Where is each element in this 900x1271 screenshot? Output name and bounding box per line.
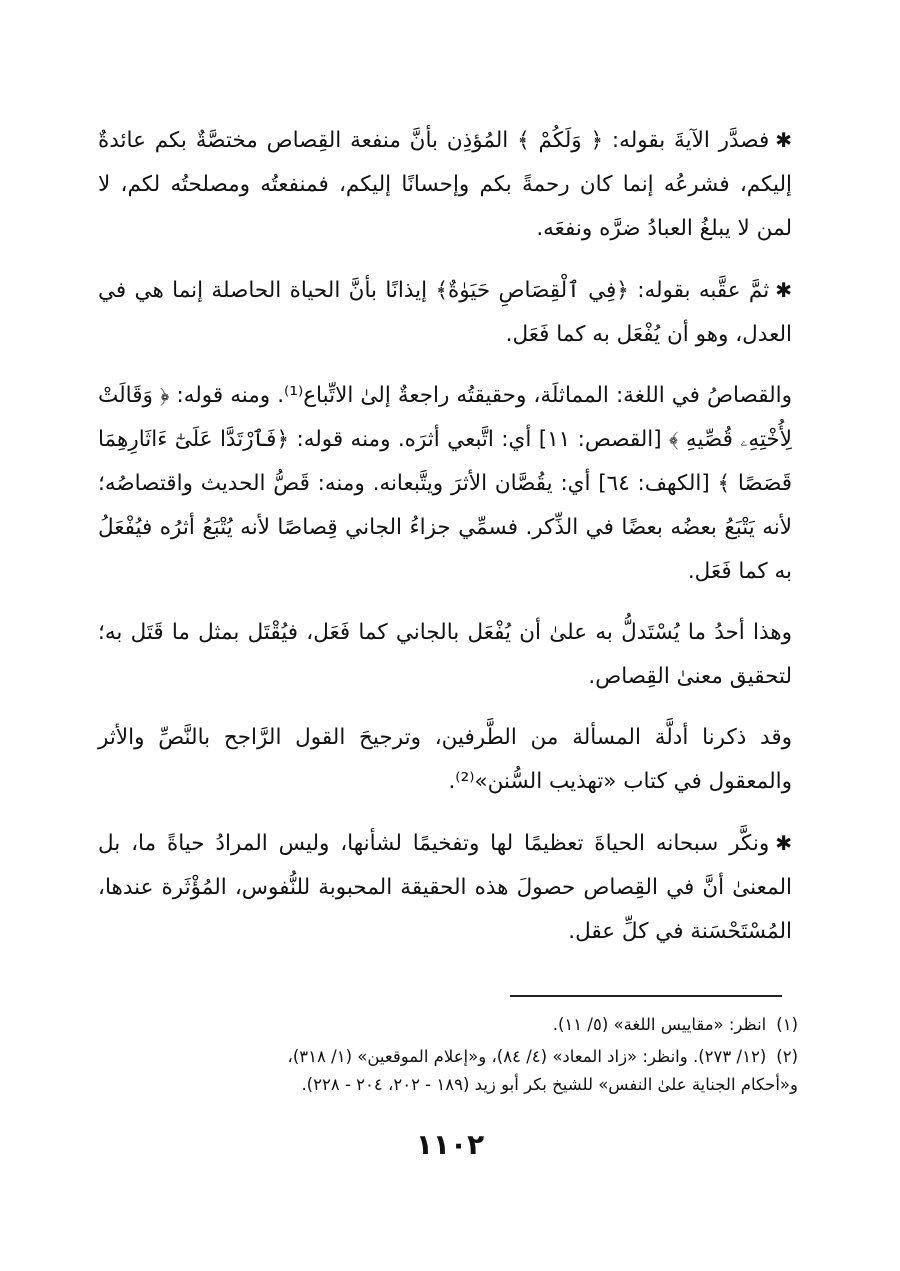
paragraph-text: ثمَّ عقَّبه بقوله: ﴿فِي ٱلْقِصَاصِ حَيَوٰةٌ﴾ إيذانًا بأنَّ الحياة الحاصلة إنما هي في العدل، وهو أن يُفْعَل به كما فَعَل.: [98, 278, 792, 347]
footnote-2: [98, 1043, 798, 1099]
page-number: ١١٠٢: [415, 1128, 485, 1161]
paragraph-3: [98, 374, 792, 594]
footnotes: [98, 1011, 798, 1103]
star-bullet-icon: ✱: [775, 128, 792, 152]
footnote-1: [98, 1011, 798, 1039]
footnote-text: (١٢/ ٢٧٣). وانظر: «زاد المعاد» (٤/ ٨٤)، و«إعلام الموقعين» (١/ ٣١٨)،: [287, 1047, 767, 1066]
footnote-number: (٢): [776, 1047, 798, 1066]
paragraph-text: والقصاصُ في اللغة: المماثلَة، وحقيقتُه راجعةٌ إلىٰ الاتِّباع⁽¹⁾. ومنه قوله: ﴿ وَقَالَتْ لِأُخْتِهِۦ قُصِّيهِ ﴾ [القصص: ١١] أي: اتَّبعي أثرَه. ومنه قوله: ﴿فَٱرْتَدَّا عَلَىٰٓ ءَاثَارِهِمَا قَصَصًا ﴾ [الكهف: ٦٤] أي: يقُصَّان الأثرَ ويتَّبعانه. ومنه: قَصُّ الحديث واقتصاصُه؛ لأنه يَتْبَعُ بعضُه بعضًا في الذِّكر. فسمِّي جزاءُ الجاني قِصاصًا لأنه يُتْبَعُ أثرُه فيُفْعَلُ به كما فَعَل.: [98, 383, 792, 584]
paragraph-6: [98, 821, 792, 954]
paragraph-text: فصدَّر الآيةَ بقوله: ﴿ وَلَكُمْ ﴾ المُؤذِن بأنَّ منفعة القِصاص مختصَّةٌ بكم عائدةٌ إليكم، فشرعُه إنما كان رحمةً بكم وإحسانًا إليكم، فمنفعتُه ومصلحتُه لكم، لا لمن لا يبلغُ العبادُ ضرَّه ونفعَه.: [98, 128, 792, 241]
footnote-number: (١): [776, 1015, 798, 1034]
paragraph-text: ونكَّر سبحانه الحياةَ تعظيمًا لها وتفخيمًا لشأنها، وليس المرادُ حياةً ما، بل المعنىٰ أنَّ في القِصاص حصولَ هذه الحقيقة المحبوبة للنُّفوس، المُؤْثَرة عندها، المُسْتَحْسَنة في كلِّ عقل.: [98, 831, 792, 944]
paragraph-1: [98, 118, 792, 251]
star-bullet-icon: ✱: [775, 278, 792, 302]
footnote-divider: [510, 995, 782, 997]
star-bullet-icon: ✱: [775, 831, 792, 855]
footnote-text-continued: و«أحكام الجناية علىٰ النفس» للشيخ بكر أبو زيد (١٨٩ - ٢٠٢، ٢٠٤ - ٢٢٨).: [301, 1075, 798, 1094]
paragraph-text: وقد ذكرنا أدلَّة المسألة من الطَّرفين، وترجيحَ القول الرَّاجح بالنَّصِّ والأثر والمعقول في كتاب «تهذيب السُّنن»⁽²⁾.: [98, 725, 792, 794]
paragraph-2: [98, 268, 792, 357]
paragraph-text: وهذا أحدُ ما يُسْتَدلُّ به علىٰ أن يُفْعَل بالجاني كما فَعَل، فيُقْتَل بمثل ما قَتَل به؛ لتحقيق معنىٰ القِصاص.: [98, 620, 792, 689]
page-body: [98, 118, 792, 971]
paragraph-5: [98, 716, 792, 804]
paragraph-4: [98, 611, 792, 699]
footnote-text: انظر: «مقاييس اللغة» (٥/ ١١).: [552, 1015, 767, 1034]
